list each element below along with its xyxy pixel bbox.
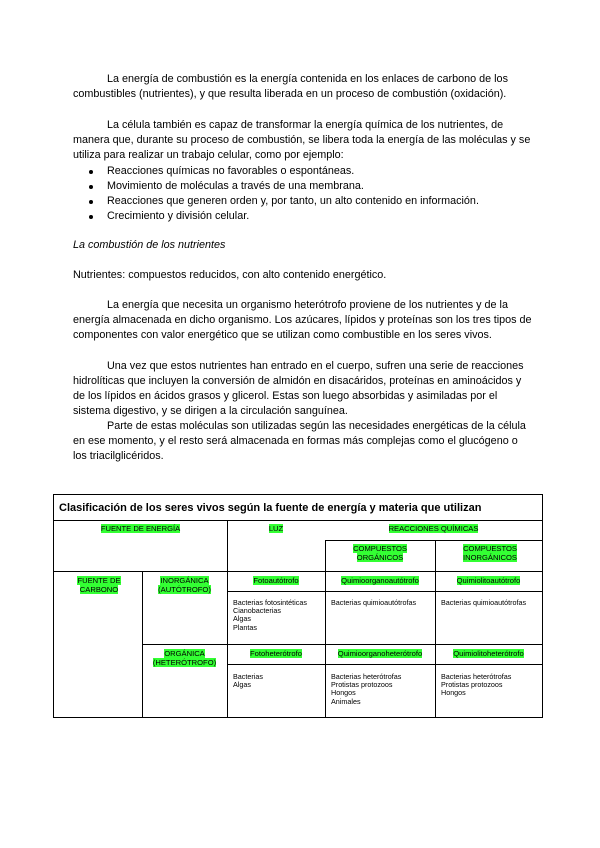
- cell-quimioorganoautotrofo: Quimioorganoautótrofo: [341, 576, 419, 585]
- label-inorganica: INORGÁNICA (AUTÓTROFO): [158, 576, 211, 594]
- list-item: Bacterias fotosintéticas: [233, 598, 307, 607]
- list-item: Bacterias: [233, 672, 263, 681]
- list-item: Hongos: [441, 688, 466, 698]
- header-compuestos-inorganicos: COMPUESTOS INORGÁNICOS: [462, 544, 517, 562]
- paragraph-molecule-use: Parte de estas moléculas son utilizadas según las necesidades energéticas de la célula en ese momento, y el resto será almacenada en formas más complejas como el glucógeno o los triacilglicéridos.: [73, 420, 526, 462]
- list-auto-inorganicos: [441, 599, 526, 607]
- list-item: Reacciones que generen orden y, por tanto, un alto contenido en información.: [73, 194, 532, 209]
- list-item: Algas: [233, 614, 251, 624]
- section-subtitle: La combustión de los nutrientes: [73, 239, 226, 251]
- list-item: Protistas protozoos: [331, 680, 393, 690]
- header-luz: LUZ: [268, 524, 284, 533]
- list-item: Bacterias heterótrofas: [331, 672, 402, 681]
- paragraph-nutrients: Nutrientes: compuestos reducidos, con alto contenido energético.: [73, 269, 387, 281]
- list-item: Animales: [331, 696, 361, 706]
- cell-quimiolitoautotrofo: Quimiolitoautótrofo: [456, 576, 521, 585]
- cell-fotoautotrofo: Fotoautótrofo: [253, 576, 299, 585]
- list-het-inorganicos: [441, 673, 511, 698]
- list-item: Bacterias quimioautótrofas: [441, 598, 527, 607]
- paragraph-hydrolytic-reactions: Una vez que estos nutrientes han entrado en el cuerpo, sufren una serie de reacciones hidrolíticas que incluyen la conversión de almidón en disacáridos, proteínas en aminoácidos y de los lípidos en ácidos grasos y glicerol. Estas son luego absorbidas y asimiladas por el sistema digestivo, y se dirigen a la circulación sanguínea.: [73, 360, 524, 417]
- cell-quimioorganoheterotrofo: Quimioorganoheterótrofo: [337, 649, 423, 658]
- list-het-organicos: [331, 673, 401, 706]
- list-item: Bacterias quimioautótrofas: [331, 598, 417, 607]
- bullet-list: [73, 164, 532, 224]
- list-auto-luz: [233, 599, 307, 632]
- list-auto-organicos: [331, 599, 416, 607]
- cell-fotoheterotrofo: Fotoheterótrofo: [250, 649, 302, 658]
- paragraph-combustion-energy: La energía de combustión es la energía contenida en los enlaces de carbono de los combustibles (nutrientes), y que resulta liberada en un proceso de combustión (oxidación).: [73, 73, 508, 100]
- header-fuente-energia: FUENTE DE ENERGÍA: [100, 524, 181, 533]
- list-item: Movimiento de moléculas a través de una membrana.: [73, 179, 532, 194]
- table-title: Clasificación de los seres vivos según la fuente de energía y materia que utilizan: [59, 502, 482, 514]
- header-compuestos-organicos: COMPUESTOS ORGÁNICOS: [353, 544, 407, 562]
- list-item: Cianobacterias: [233, 606, 281, 616]
- label-organica: ORGÁNICA (HETERÓTROFO): [152, 649, 217, 667]
- list-item: Bacterias heterótrofas: [441, 672, 512, 681]
- list-item: Protistas protozoos: [441, 680, 503, 690]
- list-item: Hongos: [331, 688, 356, 698]
- paragraph-heterotroph-energy: La energía que necesita un organismo heterótrofo proviene de los nutrientes y de la energía almacenada en dicho organismo. Los azúcares, lípidos y proteínas son los tres tipos de componentes con valor energético que se utilizan como combustible en los seres vivos.: [73, 299, 532, 341]
- paragraph-cell-energy: La célula también es capaz de transformar la energía química de los nutrientes, de manera que, durante su proceso de combustión, se libera toda la energía de las moléculas y se utiliza para realizar un trabajo celular, como por ejemplo:: [73, 119, 531, 161]
- label-fuente-carbono: FUENTE DE CARBONO: [77, 576, 121, 594]
- list-item: Algas: [233, 680, 251, 690]
- header-reacciones-quimicas: REACCIONES QUÍMICAS: [388, 524, 479, 533]
- list-item: Plantas: [233, 622, 257, 632]
- classification-table: [53, 494, 543, 718]
- list-item: Crecimiento y división celular.: [73, 209, 532, 224]
- list-item: Reacciones químicas no favorables o espontáneas.: [73, 164, 532, 179]
- cell-quimiolitoheterotrofo: Quimiolitoheterótrofo: [453, 649, 524, 658]
- list-het-luz: [233, 673, 263, 689]
